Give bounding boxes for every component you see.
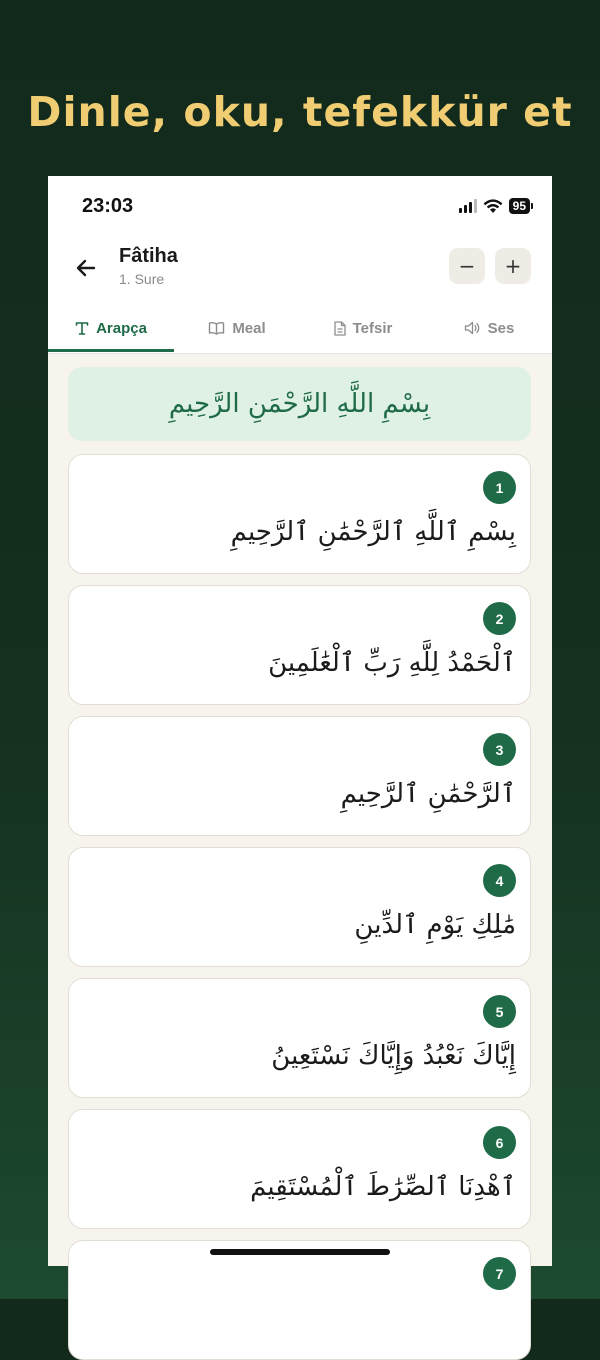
verse-arabic-text: بِسْمِ ٱللَّهِ ٱلرَّحْمَٰنِ ٱلرَّحِيمِ bbox=[230, 517, 516, 547]
verse-arabic-text: ٱلرَّحْمَٰنِ ٱلرَّحِيمِ bbox=[340, 779, 516, 809]
verse-arabic-text: ٱهْدِنَا ٱلصِّرَٰطَ ٱلْمُسْتَقِيمَ bbox=[250, 1172, 516, 1202]
verse-arabic-text: إِيَّاكَ نَعْبُدُ وَإِيَّاكَ نَسْتَعِينُ bbox=[271, 1041, 516, 1071]
promo-headline: Dinle, oku, tefekkür et bbox=[27, 88, 573, 136]
cellular-signal-icon bbox=[459, 199, 477, 213]
verse-card[interactable] bbox=[68, 978, 531, 1098]
status-icons bbox=[459, 198, 530, 214]
phone-screen bbox=[48, 176, 552, 1282]
verse-number-badge: 4 bbox=[483, 864, 516, 897]
app-bar bbox=[48, 234, 552, 305]
wifi-icon bbox=[483, 199, 503, 214]
document-icon bbox=[334, 321, 346, 336]
tab-meal[interactable] bbox=[174, 304, 300, 352]
book-icon bbox=[208, 321, 225, 335]
verse-number-badge: 7 bbox=[483, 1257, 516, 1290]
tab-label: Tefsir bbox=[352, 319, 393, 337]
verse-card[interactable] bbox=[68, 847, 531, 967]
decrease-font-button[interactable]: − bbox=[449, 248, 485, 284]
battery-indicator: 95 bbox=[509, 198, 530, 214]
status-bar bbox=[48, 176, 552, 234]
surah-title: Fâtiha bbox=[119, 245, 178, 267]
tab-bar bbox=[48, 304, 552, 354]
tab-label: Ses bbox=[487, 319, 515, 337]
verse-list[interactable] bbox=[48, 353, 552, 1282]
surah-subtitle: 1. Sure bbox=[119, 271, 165, 287]
verse-card[interactable] bbox=[68, 1240, 531, 1360]
home-indicator[interactable] bbox=[210, 1249, 390, 1255]
verse-number-badge: 6 bbox=[483, 1126, 516, 1159]
tab-label: Arapça bbox=[96, 319, 147, 337]
tab-label: Meal bbox=[232, 319, 266, 337]
tab-tefsir[interactable] bbox=[300, 304, 426, 352]
verse-number-badge: 3 bbox=[483, 733, 516, 766]
verse-number-badge: 5 bbox=[483, 995, 516, 1028]
tab-arabic[interactable] bbox=[48, 304, 174, 352]
verse-card[interactable] bbox=[68, 585, 531, 705]
tab-audio[interactable] bbox=[426, 304, 552, 352]
active-tab-indicator bbox=[48, 349, 174, 352]
speaker-icon bbox=[464, 321, 481, 335]
status-time: 23:03 bbox=[82, 195, 134, 217]
verse-arabic-text: مَٰلِكِ يَوْمِ ٱلدِّينِ bbox=[354, 910, 516, 940]
basmala-banner: بِسْمِ اللَّهِ الرَّحْمَنِ الرَّحِيمِ bbox=[68, 367, 531, 441]
increase-font-button[interactable]: + bbox=[495, 248, 531, 284]
verse-card[interactable] bbox=[68, 454, 531, 574]
text-icon bbox=[75, 321, 89, 335]
verse-number-badge: 2 bbox=[483, 602, 516, 635]
verse-card[interactable] bbox=[68, 716, 531, 836]
back-arrow-icon[interactable] bbox=[72, 254, 100, 282]
verse-arabic-text: ٱلْحَمْدُ لِلَّهِ رَبِّ ٱلْعَٰلَمِينَ bbox=[268, 648, 516, 678]
verse-card[interactable] bbox=[68, 1109, 531, 1229]
verse-number-badge: 1 bbox=[483, 471, 516, 504]
